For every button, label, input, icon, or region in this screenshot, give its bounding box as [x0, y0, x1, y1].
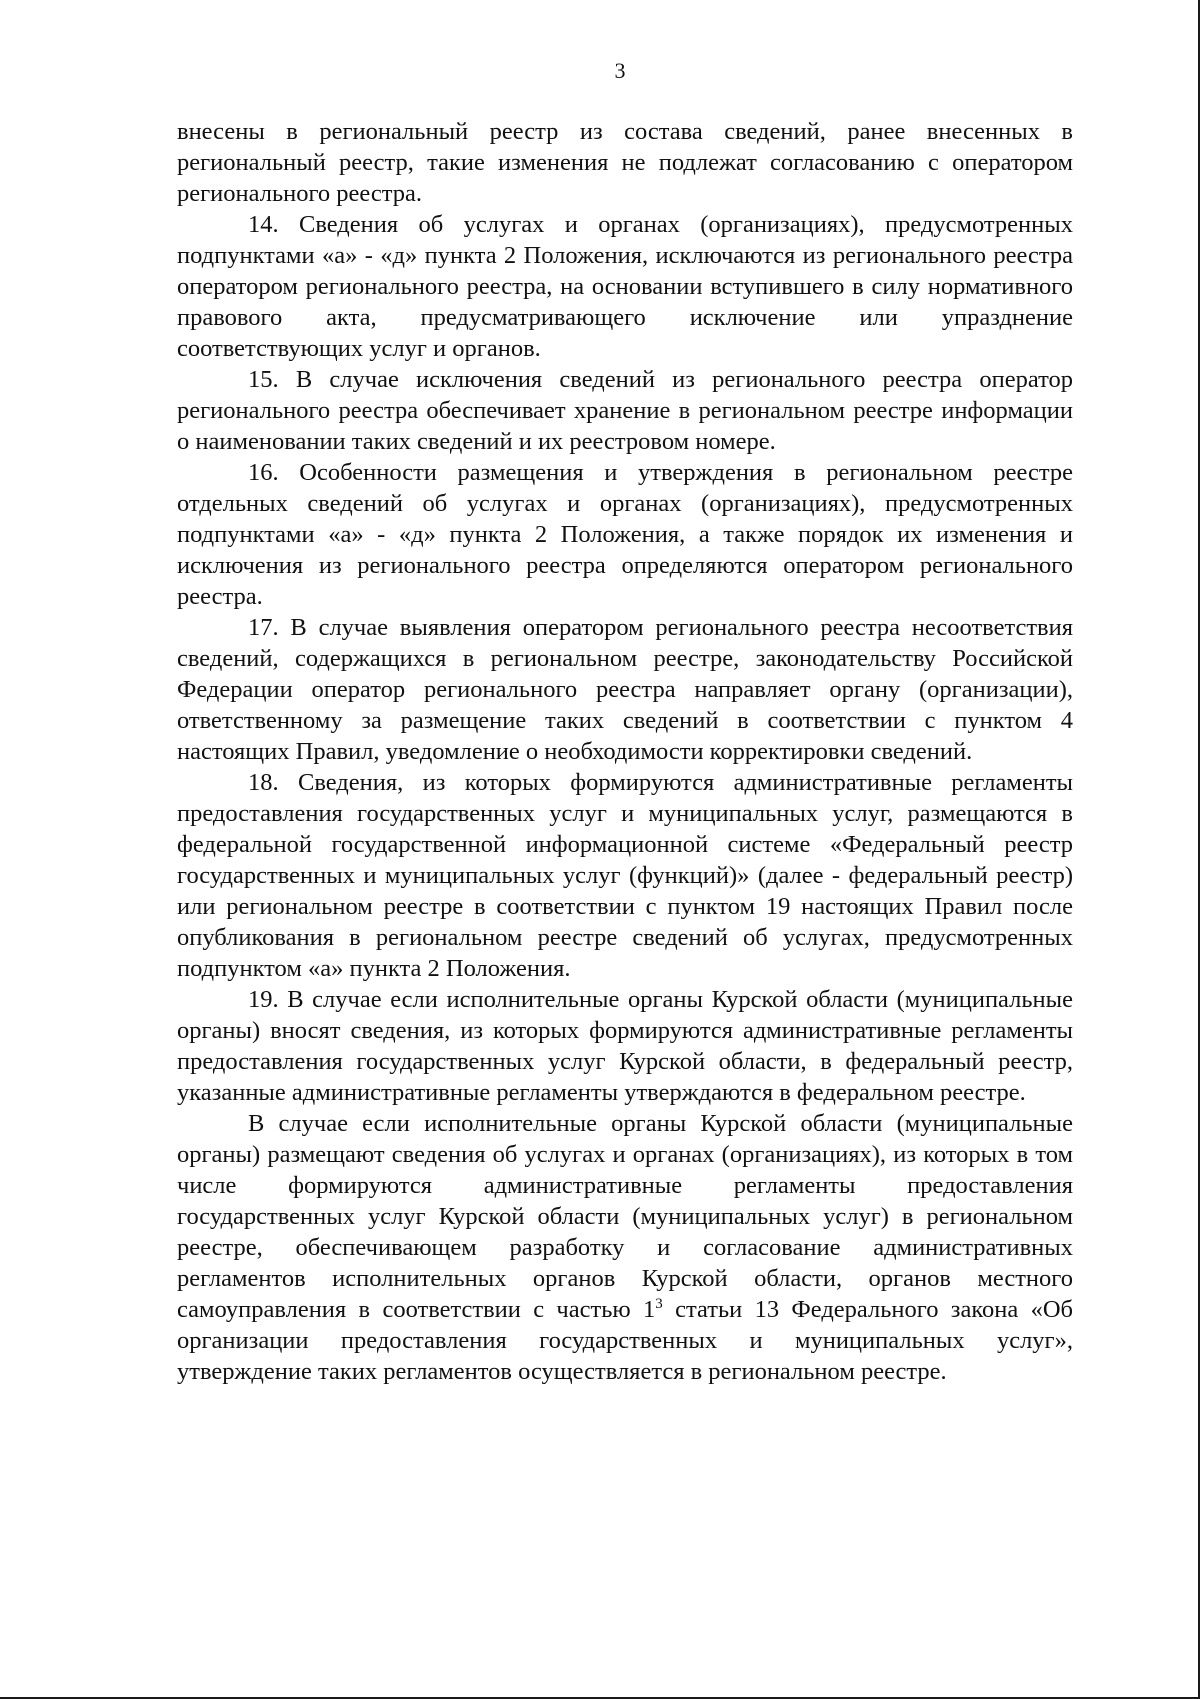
paragraph-text-before-superscript: В случае если исполнительные органы Курской области (муниципальные органы) размещают сведения об услугах и органах (организациях), из которых в том числе формируются административные регламенты предоставления государственных услуг Курской области (муниципальных услуг) в региональном реестре, обеспечивающем разработку и согласование административных регламентов исполнительных органов Курской области, органов местного самоуправления в соответствии с частью 1 [177, 1110, 1073, 1323]
paragraph-15: 15. В случае исключения сведений из регионального реестра оператор регионального реестра обеспечивает хранение в региональном реестре информации о наименовании таких сведений и их реестровом номере. [177, 366, 1073, 455]
paragraph-16: 16. Особенности размещения и утверждения в региональном реестре отдельных сведений об услугах и органах (организациях), предусмотренных подпунктами «а» - «д» пункта 2 Положения, а также порядок их изменения и исключения из регионального реестра определяются оператором регионального реестра. [177, 459, 1073, 610]
document-body [177, 116, 1073, 1387]
page-number: 3 [614, 58, 626, 83]
paragraph-18: 18. Сведения, из которых формируются административные регламенты предоставления государственных услуг и муниципальных услуг, размещаются в федеральной государственной информационной системе «Федеральный реестр государственных и муниципальных услуг (функций)» (далее - федеральный реестр) или региональном реестре в соответствии с пунктом 19 настоящих Правил после опубликования в региональном реестре сведений об услугах, предусмотренных подпунктом «а» пункта 2 Положения. [177, 769, 1073, 982]
paragraph-19: 19. В случае если исполнительные органы Курской области (муниципальные органы) вносят сведения, из которых формируются административные регламенты предоставления государственных услуг Курской области, в федеральный реестр, указанные административные регламенты утверждаются в федеральном реестре. [177, 986, 1073, 1106]
superscript-part-number: 3 [655, 1296, 663, 1312]
paragraph-19-continued [177, 1108, 1073, 1387]
paragraph-14: 14. Сведения об услугах и органах (организациях), предусмотренных подпунктами «а» - «д» пункта 2 Положения, исключаются из регионального реестра оператором регионального реестра, на основании вступившего в силу нормативного правового акта, предусматривающего исключение или упразднение соответствующих услуг и органов. [177, 211, 1073, 362]
paragraph-text-after-superscript: статьи 13 Федерального закона «Об организации предоставления государственных и муниципальных услуг», утверждение таких регламентов осуществляется в региональном реестре. [177, 1296, 1073, 1385]
paragraph-17: 17. В случае выявления оператором регионального реестра несоответствия сведений, содержащихся в региональном реестре, законодательству Российской Федерации оператор регионального реестра направляет органу (организации), ответственному за размещение таких сведений в соответствии с пунктом 4 настоящих Правил, уведомление о необходимости корректировки сведений. [177, 614, 1073, 765]
paragraph-continuation: внесены в региональный реестр из состава сведений, ранее внесенных в региональный реестр, такие изменения не подлежат согласованию с оператором регионального реестра. [177, 118, 1073, 207]
